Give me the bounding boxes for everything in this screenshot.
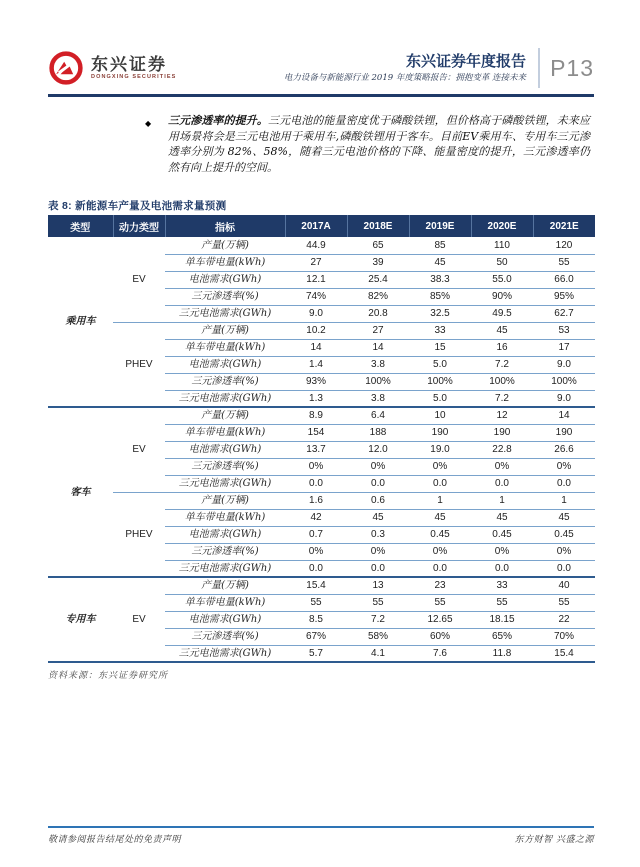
page-number: P13: [550, 54, 594, 81]
vehicle-type-cell: 专用车: [48, 577, 113, 662]
value-cell: 67%: [285, 628, 347, 645]
vehicle-type-cell: 客车: [48, 407, 113, 577]
value-cell: 154: [285, 424, 347, 441]
value-cell: 0.3: [347, 526, 409, 543]
indicator-cell: 电池需求(GWh): [165, 526, 285, 543]
logo-text: [91, 55, 176, 81]
value-cell: 12.65: [409, 611, 471, 628]
value-cell: 0.0: [285, 475, 347, 492]
indicator-cell: 三元电池需求(GWh): [165, 475, 285, 492]
table-title: 表 8: 新能源车产量及电池需求量预测: [48, 200, 227, 212]
indicator-cell: 产量(万辆): [165, 322, 285, 339]
page-footer: [48, 826, 594, 845]
value-cell: 45: [533, 509, 595, 526]
value-cell: 1.3: [285, 390, 347, 407]
value-cell: 0.6: [347, 492, 409, 509]
source-note: 资料来源：东兴证券研究所: [48, 671, 169, 681]
footer-slogan: 东方财智 兴盛之源: [514, 835, 594, 845]
value-cell: 9.0: [285, 305, 347, 322]
value-cell: 16: [471, 339, 533, 356]
column-header: 类型: [48, 215, 113, 237]
indicator-cell: 产量(万辆): [165, 237, 285, 254]
value-cell: 1.6: [285, 492, 347, 509]
value-cell: 13.7: [285, 441, 347, 458]
value-cell: 12: [471, 407, 533, 424]
value-cell: 17: [533, 339, 595, 356]
value-cell: 95%: [533, 288, 595, 305]
indicator-cell: 电池需求(GWh): [165, 271, 285, 288]
bullet-diamond-icon: ◆: [145, 119, 152, 128]
value-cell: 0%: [347, 458, 409, 475]
value-cell: 10.2: [285, 322, 347, 339]
value-cell: 9.0: [533, 356, 595, 373]
indicator-cell: 单车带电量(kWh): [165, 424, 285, 441]
value-cell: 0.45: [471, 526, 533, 543]
value-cell: 12.1: [285, 271, 347, 288]
header-divider: [538, 48, 540, 88]
value-cell: 8.9: [285, 407, 347, 424]
value-cell: 100%: [471, 373, 533, 390]
report-subtitle: 电力设备与新能源行业 2019 年度策略报告：拥抱变革 连接未来: [283, 72, 527, 83]
dongxing-logo-icon: [48, 50, 84, 86]
value-cell: 42: [285, 509, 347, 526]
value-cell: 0%: [533, 458, 595, 475]
indicator-cell: 三元电池需求(GWh): [165, 305, 285, 322]
value-cell: 110: [471, 237, 533, 254]
indicator-cell: 产量(万辆): [165, 577, 285, 594]
value-cell: 55: [533, 594, 595, 611]
value-cell: 18.15: [471, 611, 533, 628]
value-cell: 1: [533, 492, 595, 509]
indicator-cell: 三元电池需求(GWh): [165, 560, 285, 577]
logo-en-text: DONGXING SECURITIES: [91, 74, 177, 80]
value-cell: 90%: [471, 288, 533, 305]
indicator-cell: 三元渗透率(%): [165, 458, 285, 475]
indicator-cell: 电池需求(GWh): [165, 441, 285, 458]
value-cell: 100%: [347, 373, 409, 390]
value-cell: 14: [285, 339, 347, 356]
value-cell: 53: [533, 322, 595, 339]
value-cell: 55: [409, 594, 471, 611]
value-cell: 25.4: [347, 271, 409, 288]
value-cell: 0%: [347, 543, 409, 560]
value-cell: 0.45: [533, 526, 595, 543]
value-cell: 14: [533, 407, 595, 424]
indicator-cell: 单车带电量(kWh): [165, 254, 285, 271]
column-header: 2018E: [347, 215, 409, 237]
value-cell: 60%: [409, 628, 471, 645]
value-cell: 15.4: [533, 645, 595, 662]
value-cell: 3.8: [347, 390, 409, 407]
value-cell: 45: [409, 509, 471, 526]
forecast-table-body: [48, 237, 595, 662]
value-cell: 70%: [533, 628, 595, 645]
value-cell: 5.0: [409, 356, 471, 373]
value-cell: 66.0: [533, 271, 595, 288]
value-cell: 0%: [471, 458, 533, 475]
value-cell: 55.0: [471, 271, 533, 288]
value-cell: 58%: [347, 628, 409, 645]
power-type-cell: PHEV: [113, 322, 165, 407]
value-cell: 39: [347, 254, 409, 271]
value-cell: 1: [471, 492, 533, 509]
table-row: [48, 237, 595, 254]
header-right: [284, 48, 594, 88]
value-cell: 0%: [533, 543, 595, 560]
value-cell: 120: [533, 237, 595, 254]
vehicle-type-cell: 乘用车: [48, 237, 113, 407]
header-rule: [48, 94, 594, 97]
value-cell: 40: [533, 577, 595, 594]
value-cell: 0.0: [347, 475, 409, 492]
value-cell: 0%: [285, 458, 347, 475]
value-cell: 190: [471, 424, 533, 441]
page-header: [48, 46, 594, 90]
value-cell: 23: [409, 577, 471, 594]
value-cell: 100%: [409, 373, 471, 390]
value-cell: 27: [347, 322, 409, 339]
value-cell: 0.0: [533, 475, 595, 492]
value-cell: 22: [533, 611, 595, 628]
power-type-cell: EV: [113, 577, 165, 662]
table-row: [48, 407, 595, 424]
indicator-cell: 单车带电量(kWh): [165, 509, 285, 526]
value-cell: 0.0: [347, 560, 409, 577]
table-row: [48, 322, 595, 339]
value-cell: 38.3: [409, 271, 471, 288]
column-header: 2020E: [471, 215, 533, 237]
indicator-cell: 电池需求(GWh): [165, 356, 285, 373]
value-cell: 7.6: [409, 645, 471, 662]
value-cell: 10: [409, 407, 471, 424]
value-cell: 7.2: [471, 356, 533, 373]
value-cell: 65%: [471, 628, 533, 645]
value-cell: 55: [285, 594, 347, 611]
value-cell: 9.0: [533, 390, 595, 407]
value-cell: 188: [347, 424, 409, 441]
value-cell: 1.4: [285, 356, 347, 373]
value-cell: 32.5: [409, 305, 471, 322]
footer-disclaimer: 敬请参阅报告结尾处的免责声明: [48, 835, 182, 845]
indicator-cell: 产量(万辆): [165, 492, 285, 509]
power-type-cell: EV: [113, 237, 165, 322]
power-type-cell: PHEV: [113, 492, 165, 577]
value-cell: 85%: [409, 288, 471, 305]
report-title: 东兴证券年度报告: [406, 52, 527, 70]
value-cell: 0%: [285, 543, 347, 560]
value-cell: 55: [347, 594, 409, 611]
value-cell: 5.0: [409, 390, 471, 407]
value-cell: 0.0: [285, 560, 347, 577]
value-cell: 190: [533, 424, 595, 441]
table-row: [48, 492, 595, 509]
value-cell: 0.7: [285, 526, 347, 543]
indicator-cell: 单车带电量(kWh): [165, 339, 285, 356]
value-cell: 7.2: [347, 611, 409, 628]
value-cell: 22.8: [471, 441, 533, 458]
value-cell: 45: [409, 254, 471, 271]
indicator-cell: 单车带电量(kWh): [165, 594, 285, 611]
value-cell: 14: [347, 339, 409, 356]
indicator-cell: 三元渗透率(%): [165, 373, 285, 390]
paragraph-lead: 三元渗透率的提升。: [168, 114, 268, 127]
value-cell: 1: [409, 492, 471, 509]
value-cell: 0.0: [409, 560, 471, 577]
column-header: 2019E: [409, 215, 471, 237]
footer-rule: [48, 826, 594, 828]
indicator-cell: 三元渗透率(%): [165, 288, 285, 305]
indicator-cell: 产量(万辆): [165, 407, 285, 424]
paragraph-body: 三元电池的能量密度优于磷酸铁锂，但价格高于磷酸铁锂，未来应用场景将会是三元电池用于乘用车,磷酸铁锂用于客车。目前EV乘用车、专用车三元渗透率分别为 82%、58%，随着三元电池价格的下降、能量密度的提升，三元渗透率仍然有向上提升的空间。: [168, 114, 591, 174]
value-cell: 49.5: [471, 305, 533, 322]
value-cell: 3.8: [347, 356, 409, 373]
column-header: 动力类型: [113, 215, 165, 237]
forecast-table-head-row: [48, 215, 595, 237]
value-cell: 15: [409, 339, 471, 356]
column-header: 2021E: [533, 215, 595, 237]
value-cell: 190: [409, 424, 471, 441]
value-cell: 82%: [347, 288, 409, 305]
value-cell: 85: [409, 237, 471, 254]
value-cell: 50: [471, 254, 533, 271]
value-cell: 0.0: [533, 560, 595, 577]
indicator-cell: 三元电池需求(GWh): [165, 645, 285, 662]
value-cell: 5.7: [285, 645, 347, 662]
logo: [48, 50, 176, 86]
value-cell: 93%: [285, 373, 347, 390]
value-cell: 45: [347, 509, 409, 526]
value-cell: 0%: [409, 543, 471, 560]
value-cell: 0.0: [409, 475, 471, 492]
value-cell: 4.1: [347, 645, 409, 662]
value-cell: 12.0: [347, 441, 409, 458]
value-cell: 74%: [285, 288, 347, 305]
value-cell: 8.5: [285, 611, 347, 628]
indicator-cell: 三元渗透率(%): [165, 543, 285, 560]
value-cell: 26.6: [533, 441, 595, 458]
value-cell: 45: [471, 509, 533, 526]
power-type-cell: EV: [113, 407, 165, 492]
value-cell: 100%: [533, 373, 595, 390]
indicator-cell: 三元渗透率(%): [165, 628, 285, 645]
value-cell: 33: [409, 322, 471, 339]
value-cell: 20.8: [347, 305, 409, 322]
value-cell: 0.0: [471, 560, 533, 577]
value-cell: 45: [471, 322, 533, 339]
header-titles: [284, 53, 526, 84]
forecast-table: [48, 215, 595, 663]
value-cell: 33: [471, 577, 533, 594]
value-cell: 7.2: [471, 390, 533, 407]
value-cell: 55: [533, 254, 595, 271]
value-cell: 11.8: [471, 645, 533, 662]
indicator-cell: 三元电池需求(GWh): [165, 390, 285, 407]
value-cell: 15.4: [285, 577, 347, 594]
column-header: 指标: [165, 215, 285, 237]
value-cell: 13: [347, 577, 409, 594]
value-cell: 55: [471, 594, 533, 611]
value-cell: 0.0: [471, 475, 533, 492]
bullet-paragraph: [145, 113, 591, 175]
logo-cn-text: 东兴证券: [91, 55, 167, 74]
value-cell: 0.45: [409, 526, 471, 543]
value-cell: 65: [347, 237, 409, 254]
value-cell: 19.0: [409, 441, 471, 458]
value-cell: 27: [285, 254, 347, 271]
table-row: [48, 577, 595, 594]
value-cell: 0%: [409, 458, 471, 475]
value-cell: 0%: [471, 543, 533, 560]
column-header: 2017A: [285, 215, 347, 237]
indicator-cell: 电池需求(GWh): [165, 611, 285, 628]
value-cell: 6.4: [347, 407, 409, 424]
value-cell: 62.7: [533, 305, 595, 322]
value-cell: 44.9: [285, 237, 347, 254]
